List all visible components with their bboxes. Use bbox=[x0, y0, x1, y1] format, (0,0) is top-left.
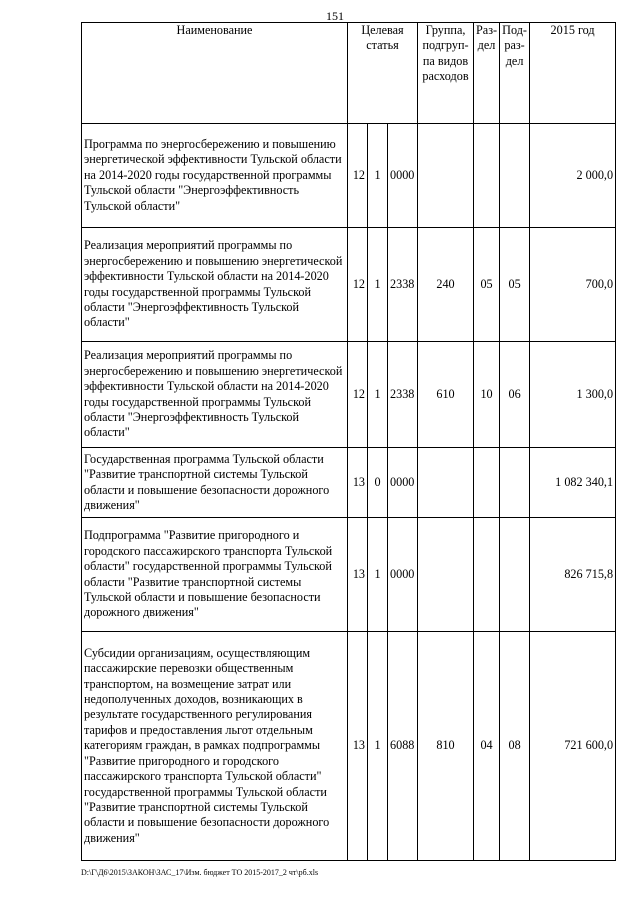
row-name: Реализация мероприятий программы по энергосбережению и повышению энергетической эффективности Тульской области на 2014-2020 годы государственной программы Тульской области "Энергоэффективность Тульской области" bbox=[82, 342, 348, 448]
table-row bbox=[82, 228, 616, 342]
row-name: Реализация мероприятий программы по энергосбережению и повышению энергетической эффективности Тульской области на 2014-2020 годы государственной программы Тульской области "Энергоэффективность Тульской области" bbox=[82, 228, 348, 342]
row-subsection: 06 bbox=[500, 342, 530, 448]
row-section bbox=[474, 518, 500, 632]
row-section: 04 bbox=[474, 632, 500, 861]
row-cs3: 6088 bbox=[388, 632, 418, 861]
row-group bbox=[418, 448, 474, 518]
row-cs1: 12 bbox=[348, 342, 368, 448]
row-cs3: 2338 bbox=[388, 228, 418, 342]
header-year: 2015 год bbox=[530, 23, 616, 124]
row-cs3: 0000 bbox=[388, 124, 418, 228]
row-amount: 1 082 340,1 bbox=[530, 448, 616, 518]
row-name: Подпрограмма "Развитие пригородного и городского пассажирского транспорта Тульской области" государственной программы Тульской области "Развитие транспортной системы Тульской области и повышение безопасности дорожного движения" bbox=[82, 518, 348, 632]
file-path-footer: D:\Г\Д6\2015\ЗАКОН\ЗАС_17\Изм. бюджет ТО 2015-2017_2 чт\рб.xls bbox=[81, 868, 319, 877]
row-subsection: 08 bbox=[500, 632, 530, 861]
row-group: 810 bbox=[418, 632, 474, 861]
row-amount: 826 715,8 bbox=[530, 518, 616, 632]
header-group: Группа, подгруп-па видов расходов bbox=[418, 23, 474, 124]
row-name: Программа по энергосбережению и повышению энергетической эффективности Тульской области на 2014-2020 годы государственной программы Тульской области "Энергоэффективность Тульской области" bbox=[82, 124, 348, 228]
table-row bbox=[82, 342, 616, 448]
header-target-article: Целевая статья bbox=[348, 23, 418, 124]
table-row bbox=[82, 518, 616, 632]
row-amount: 700,0 bbox=[530, 228, 616, 342]
table-row bbox=[82, 448, 616, 518]
row-cs2: 1 bbox=[368, 632, 388, 861]
page-number: 151 bbox=[326, 9, 344, 23]
row-amount: 721 600,0 bbox=[530, 632, 616, 861]
row-amount: 1 300,0 bbox=[530, 342, 616, 448]
row-cs1: 12 bbox=[348, 124, 368, 228]
row-cs2: 0 bbox=[368, 448, 388, 518]
row-name: Государственная программа Тульской области "Развитие транспортной системы Тульской области и повышение безопасности дорожного движения" bbox=[82, 448, 348, 518]
table-row bbox=[82, 124, 616, 228]
row-subsection bbox=[500, 518, 530, 632]
row-section bbox=[474, 124, 500, 228]
row-cs3: 0000 bbox=[388, 518, 418, 632]
row-cs2: 1 bbox=[368, 124, 388, 228]
header-subsection: Под-раз-дел bbox=[500, 23, 530, 124]
row-subsection bbox=[500, 124, 530, 228]
row-group bbox=[418, 124, 474, 228]
row-group: 240 bbox=[418, 228, 474, 342]
row-cs3: 2338 bbox=[388, 342, 418, 448]
row-subsection: 05 bbox=[500, 228, 530, 342]
row-section: 10 bbox=[474, 342, 500, 448]
row-group bbox=[418, 518, 474, 632]
row-amount: 2 000,0 bbox=[530, 124, 616, 228]
row-cs1: 13 bbox=[348, 448, 368, 518]
row-cs2: 1 bbox=[368, 342, 388, 448]
row-cs1: 13 bbox=[348, 632, 368, 861]
budget-table bbox=[81, 22, 616, 861]
row-cs2: 1 bbox=[368, 228, 388, 342]
row-section: 05 bbox=[474, 228, 500, 342]
table-row bbox=[82, 632, 616, 861]
header-section: Раз-дел bbox=[474, 23, 500, 124]
row-cs2: 1 bbox=[368, 518, 388, 632]
row-section bbox=[474, 448, 500, 518]
row-cs1: 13 bbox=[348, 518, 368, 632]
row-group: 610 bbox=[418, 342, 474, 448]
row-name: Субсидии организациям, осуществляющим пассажирские перевозки общественным транспортом, на возмещение затрат или недополученных доходов, возникающих в результате государственного регулирования тарифов и предоставления льгот отдельным категориям граждан, в рамках подпрограммы "Развитие пригородного и городского пассажирского транспорта Тульской области" государственной программы Тульской области "Развитие транспортной системы Тульской области и повышение безопасности дорожного движения" bbox=[82, 632, 348, 861]
row-cs1: 12 bbox=[348, 228, 368, 342]
header-row bbox=[82, 23, 616, 124]
header-name: Наименование bbox=[82, 23, 348, 124]
row-subsection bbox=[500, 448, 530, 518]
row-cs3: 0000 bbox=[388, 448, 418, 518]
